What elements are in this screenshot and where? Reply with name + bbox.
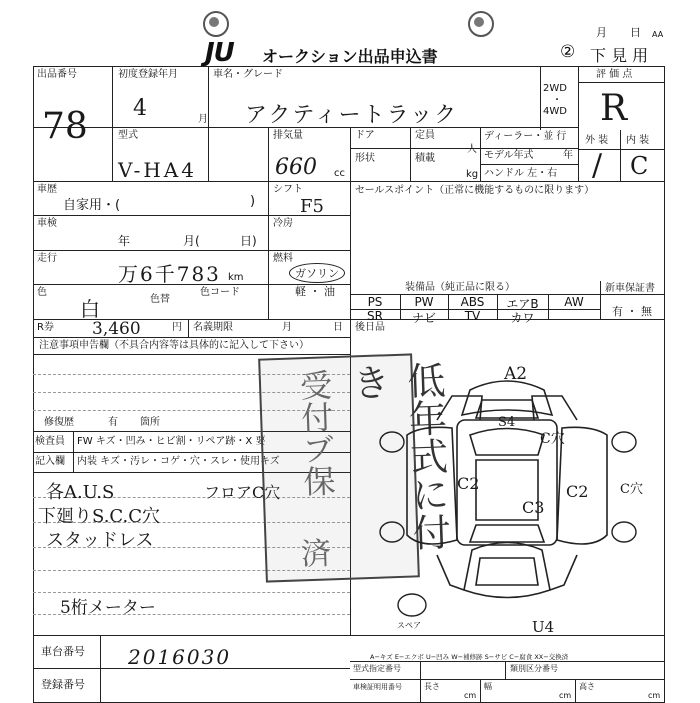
handle-label: ハンドル 左・右 [484,168,558,179]
spare-label: スペア [397,621,421,630]
diagram-a2: A2 [504,364,528,384]
height-cm-label: cm [648,691,661,700]
equip-tv: TV [464,309,481,323]
history-label: 車歴 [37,184,57,195]
category-number-label: 類別区分番号 [510,664,558,673]
note-line-4: 5桁メーター [60,598,156,618]
note-line-3: スタッドレス [46,530,154,551]
punch-hole-left [203,11,229,37]
first-reg-label: 初度登録年月 [118,69,178,80]
model-year-unit: 年 [563,150,573,161]
chassis-number-label: 車台番号 [41,645,85,658]
2wd-label: 2WD [543,83,567,94]
car-name-value: アクティートラック [245,103,459,128]
reg-month-label: 月 [198,114,208,125]
stamp-extra-text: 済 [300,536,332,573]
notes-label: 注意事項申告欄（不具合内容等は具体的に記入して下さい） [39,340,309,351]
diagram-c-hole-top: C穴 [540,431,565,447]
cc-unit-label: cc [334,168,345,179]
history-paren-close: ) [250,194,256,209]
diagram-c2-right: C2 [566,482,589,501]
rear-seat-label: 後日品 [355,322,385,333]
repair-place-label: 箇所 [140,417,160,428]
ju-logo: JU [205,38,234,68]
punch-hole-right [468,11,494,37]
repair-yes-option: 有 [108,417,118,428]
color-label: 色 [37,287,47,298]
color-value: 白 [80,297,100,321]
form-title: オークション出品申込書 [262,47,438,66]
equipment-label: 装備品（純正品に限る） [405,282,515,293]
capacity-label: 定員 [415,130,435,141]
length-cm-label: cm [464,691,477,700]
copy-number: ② [560,42,576,62]
diagram-c3: C3 [522,498,545,517]
rating-value: R [600,88,628,129]
mileage-label: 走行 [37,253,57,264]
interior-defects-row: 内装 キズ・汚レ・コゲ・穴・スレ・使用キズ [77,456,280,467]
dealer-label: ディーラー・並 行 [484,131,567,142]
fuel-options: 軽 ・ 油 [295,285,335,298]
lot-number-label: 出品番号 [37,69,77,80]
header-aa: AA [652,30,664,39]
floor-note: フロアC穴 [204,483,281,502]
width-cm-label: cm [559,691,572,700]
interior-value: C [630,152,649,180]
exterior-defects-row: FW キズ・凹み・ヒビ割・リペア跡・X 要 [77,436,266,447]
equip-aw: AW [564,295,584,309]
header-day: 日 [630,26,641,39]
km-unit-label: km [228,272,244,283]
load-label: 積載 [415,153,435,164]
r-ticket-value: 3,460 [92,319,141,339]
yen-unit-label: 円 [172,322,182,333]
expiry-label: 名義期限 [193,322,233,333]
repair-history-label: 修復歴 [44,417,74,428]
color-code-label: 色コード [200,287,240,298]
type-designation-label: 型式指定番号 [353,664,401,673]
inspection-month: 月( [183,234,200,248]
model-year-label: モデル年式 [484,150,534,161]
chassis-number-value: 2016030 [128,645,232,669]
inspection-year: 年 [118,234,131,248]
displacement-label: 排気量 [273,130,303,141]
equip-ps: PS [367,295,383,309]
fuel-label: 燃料 [273,253,293,264]
shift-value: F5 [300,196,324,217]
reg-month-value: 4 [133,96,147,121]
new-warranty-label: 新車保証書 [605,283,655,294]
private-use-option: 自家用・( [63,198,121,213]
cooler-label: 冷房 [273,218,293,229]
kg-unit-label: kg [466,169,479,180]
shift-label: シフト [273,184,303,195]
note-line-2: 下廻りS.C.C穴 [38,506,161,527]
copy-type-label: 下 見 用 [590,46,649,65]
cert-reg-label: 車検証明用番号 [353,683,402,691]
exterior-label: 外 装 [585,135,609,146]
displacement-value: 660 [275,155,317,180]
entry-label: 記入欄 [35,456,65,467]
note-line-1: 各A.U.S [46,482,115,503]
diagram-c2-left: C2 [457,474,480,493]
color-change-label: 色替 [150,294,170,305]
equip-navi: ナビ [411,311,436,325]
car-damage-diagram [352,360,664,635]
equip-airbag: エアB [506,297,539,311]
header-month: 月 [596,26,607,39]
car-name-label: 車名・グレード [213,69,283,80]
diagram-u4: U4 [532,618,555,636]
fuel-value: ガソリン [289,263,345,283]
exterior-value: / [592,148,603,183]
width-label: 幅 [484,682,492,691]
rating-label: 評 価 点 [596,69,633,80]
wd-separator: ・ [552,95,562,106]
warranty-options: 有 ・ 無 [612,305,652,318]
r-ticket-label: R券 [37,322,54,333]
height-label: 高さ [579,682,595,691]
diagram-s4: S4 [498,415,516,430]
inspector-label: 検査員 [35,436,65,447]
4wd-label: 4WD [543,106,567,117]
equip-abs: ABS [460,295,485,309]
expiry-day: 日 [333,322,343,333]
persons-unit-label: 人 [467,144,477,155]
stamp-main-text: 低年式に付き [345,360,451,552]
length-label: 長さ [424,682,440,691]
interior-label: 内 装 [626,135,650,146]
registration-number-label: 登録番号 [41,678,85,691]
model-type-value: V-HA4 [118,158,197,182]
model-type-label: 型式 [118,130,138,141]
inspection-day: 日) [240,234,257,248]
shape-label: 形状 [355,153,375,164]
mileage-value: 万6千783 [118,262,221,286]
equip-pw: PW [414,295,434,309]
lot-number-value: 78 [42,106,88,147]
inspection-label: 車検 [37,218,57,229]
door-label: ドア [355,130,375,141]
stamp-side-text: 受付ブ保 [294,368,337,498]
sales-point-label: セールスポイント（正常に機能するものに限ります） [355,185,595,196]
diagram-c-hole-right: C穴 [620,482,643,497]
equip-sr: SR [367,309,383,323]
damage-legend: A−キズ E−エクボ U−凹み W−補修跡 S−サビ C−腐食 XX−交換済 [370,653,569,661]
equip-leather: カワ [510,311,535,325]
expiry-month: 月 [282,322,292,333]
